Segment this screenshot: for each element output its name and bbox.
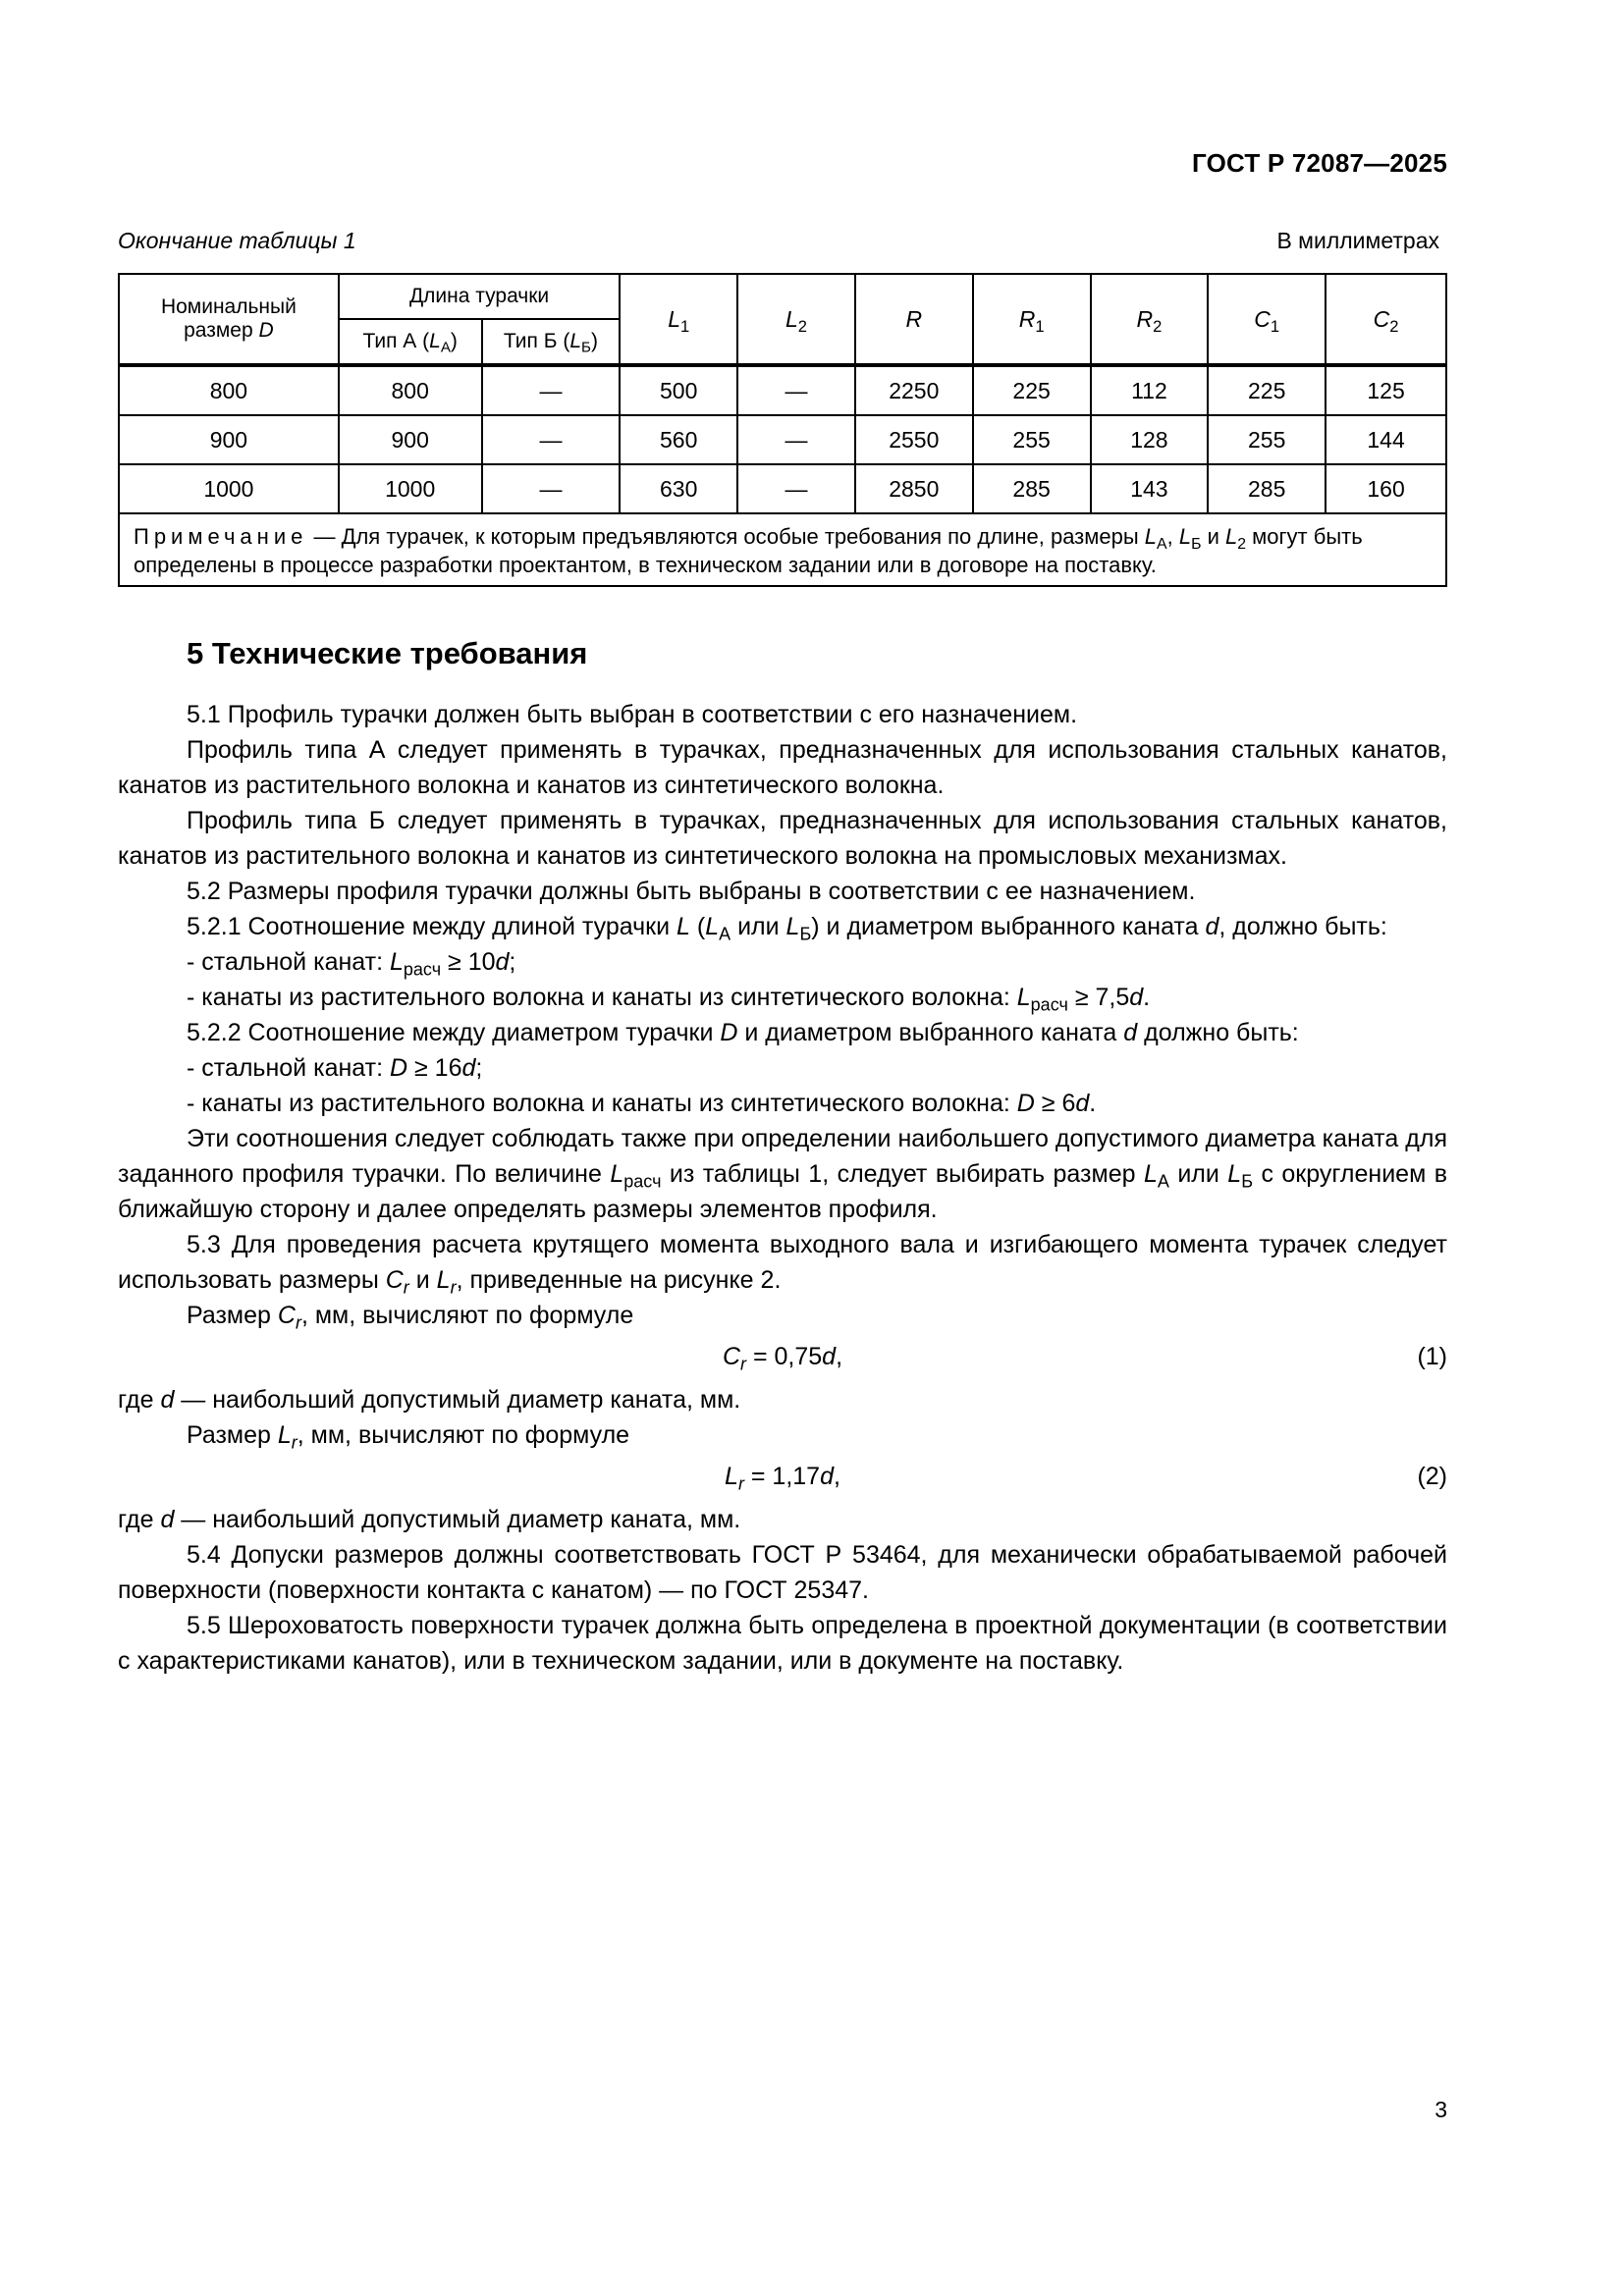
header-col-r1: $R_1$ — [973, 274, 1091, 365]
formula-1 — [118, 1333, 1447, 1382]
header-col-c2: $C_2$ — [1326, 274, 1446, 365]
table-units-caption: В миллиметрах — [1276, 228, 1439, 253]
paragraph-5-3: 5.3 Для проведения расчета крутящего момента выходного вала и изгибающего момента турачек следует использовать размеры $C_r$ и $L_r$, приведенные на рисунке 2. — [118, 1231, 1447, 1298]
dimensions-table — [118, 273, 1447, 587]
table-continuation-caption: Окончание таблицы 1 — [118, 228, 356, 253]
formula-1-expression: $C_r = 0,75d$, — [722, 1343, 843, 1374]
header-type-a: Тип А $(L_А)$ — [339, 319, 482, 365]
formula-2-number: (2) — [1417, 1463, 1447, 1490]
list-item: - канаты из растительного волокна и канаты из синтетического волокна: D ≥ 6d. — [187, 1090, 1097, 1117]
paragraph-5-4: 5.4 Допуски размеров должны соответствовать ГОСТ Р 53464, для механически обрабатываемой рабочей поверхности (поверхности контакта с канатом) — по ГОСТ 25347. — [118, 1541, 1447, 1604]
paragraph-5-2: 5.2 Размеры профиля турачки должны быть выбраны в соответствии с ее назначением. — [187, 878, 1196, 905]
header-type-b: Тип Б $(L_Б)$ — [482, 319, 621, 365]
formula-1-number: (1) — [1417, 1343, 1447, 1370]
table-note: Примечание — Для турачек, к которым предъявляются особые требования по длине, размеры $L_А$, $L_Б$ и $L_2$ могут быть определены в процессе разработки проектантом, в техническом задании или в договоре на поставку. — [119, 513, 1446, 586]
header-col-l1: $L_1$ — [620, 274, 737, 365]
document-code: ГОСТ Р 72087—2025 — [1192, 148, 1447, 178]
paragraph-where: где d — наибольший допустимый диаметр каната, мм. — [118, 1386, 741, 1414]
table-note-row — [119, 513, 1446, 586]
list-item: - канаты из растительного волокна и канаты из синтетического волокна: $L_{расч} \ge 7,5d$. — [187, 984, 1151, 1015]
header-col-l2: $L_2$ — [737, 274, 855, 365]
table-row: 900 900 — 560 — 2550 255 128 255 144 — [119, 415, 1446, 464]
paragraph-5-2-2: 5.2.2 Соотношение между диаметром турачки D и диаметром выбранного каната d должно быть: — [187, 1019, 1299, 1046]
paragraph-5-5: 5.5 Шероховатость поверхности турачек должна быть определена в проектной документации (в соответствии с характеристиками канатов), или в техническом задании, или в документе на поставку. — [118, 1612, 1447, 1675]
paragraph-5-2-1: 5.2.1 Соотношение между длиной турачки L ($L_А$ или $L_Б$) и диаметром выбранного каната d, должно быть: — [187, 913, 1387, 944]
paragraph: Размер $C_r$, мм, вычисляют по формуле — [187, 1302, 634, 1333]
paragraph: Профиль типа А следует применять в турачках, предназначенных для использования стальных канатов, канатов из растительного волокна и канатов из синтетического волокна. — [118, 736, 1447, 799]
formula-2-expression: $L_r = 1,17d$, — [725, 1463, 840, 1494]
section-heading: 5 Технические требования — [187, 636, 588, 670]
header-col-r2: $R_2$ — [1091, 274, 1209, 365]
formula-2 — [118, 1453, 1447, 1502]
paragraph-where: где d — наибольший допустимый диаметр каната, мм. — [118, 1506, 741, 1533]
section-body — [118, 697, 1447, 1679]
table-row: 800 800 — 500 — 2250 225 112 225 125 — [119, 365, 1446, 415]
paragraph: Размер $L_r$, мм, вычисляют по формуле — [187, 1421, 630, 1453]
header-col-r: R — [855, 274, 973, 365]
page-number: 3 — [1435, 2097, 1447, 2122]
header-col-c1: $C_1$ — [1208, 274, 1326, 365]
list-item: - стальной канат: $L_{расч} \ge 10d$; — [187, 948, 516, 980]
document-page — [118, 0, 1447, 2296]
header-length-group: Длина турачки — [339, 274, 621, 319]
table-row: 1000 1000 — 630 — 2850 285 143 285 160 — [119, 464, 1446, 513]
paragraph: Профиль типа Б следует применять в турачках, предназначенных для использования стальных канатов, канатов из растительного волокна и канатов из синтетического волокна на промысловых механизмах. — [118, 807, 1447, 870]
paragraph: Эти соотношения следует соблюдать также при определении наибольшего допустимого диаметра каната для заданного профиля турачки. По величине $L_{расч}$ из таблицы 1, следует выбирать размер $L_А$ или $L_Б$ с округлением в ближайшую сторону и далее определять размеры элементов профиля. — [118, 1125, 1447, 1223]
list-item: - стальной канат: D ≥ 16d; — [187, 1054, 483, 1082]
table-header-row-1 — [119, 274, 1446, 319]
header-nominal-size: Номинальный размер D — [119, 274, 339, 365]
paragraph-5-1: 5.1 Профиль турачки должен быть выбран в соответствии с его назначением. — [187, 701, 1078, 728]
